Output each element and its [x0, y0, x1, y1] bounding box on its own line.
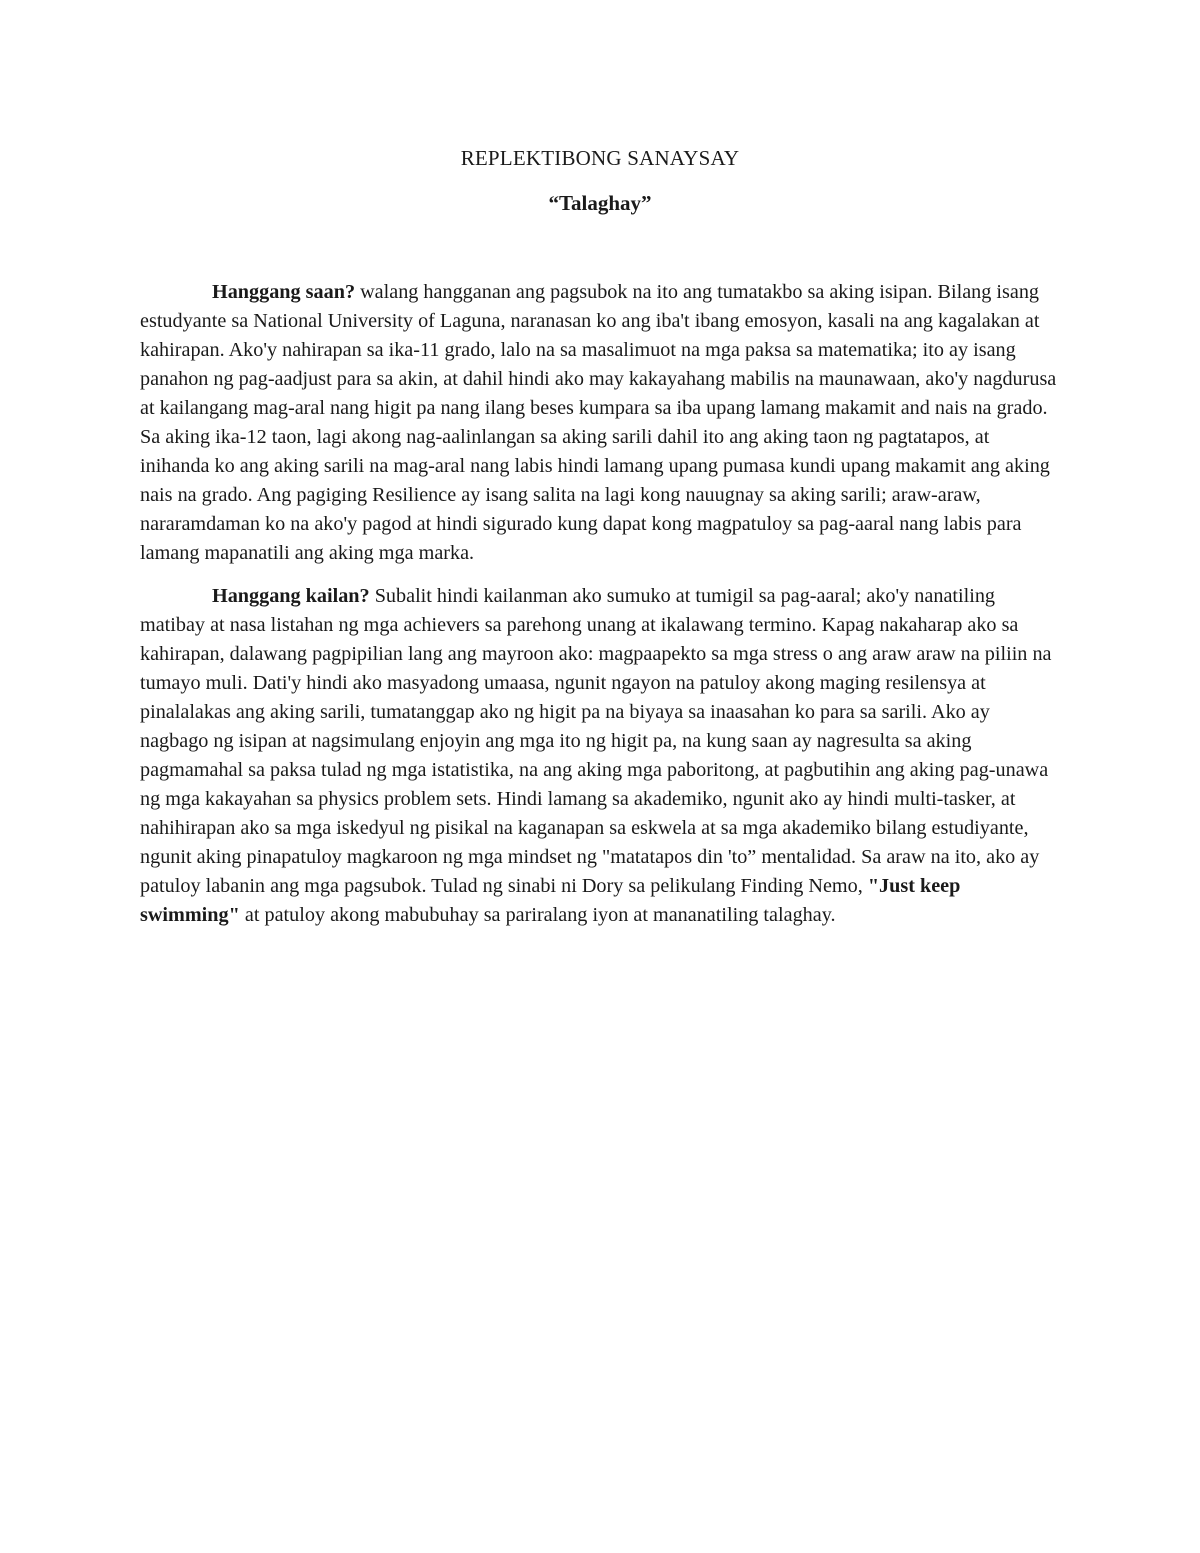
paragraph-2-lead: Hanggang kailan? — [212, 585, 370, 607]
paragraph-1-lead: Hanggang saan? — [212, 281, 356, 303]
paragraph-1-text: walang hangganan ang pagsubok na ito ang tumatakbo sa aking isipan. Bilang isang estudyante sa National University of Laguna, naranasan ko ang iba't ibang emosyon, kasali na ang kagalakan at kahirapan. Ako'y nahirapan sa ika-11 grado, lalo na sa masalimuot na mga paksa sa matematika; ito ay isang panahon ng pag-aadjust para sa akin, at dahil hindi ako may kakayahang mabilis na maunawaan, ako'y nagdurusa at kailangang mag-aral nang higit pa nang ilang beses kumpara sa iba upang lamang makamit and nais na grado. Sa aking ika-12 taon, lagi akong nag-aalinlangan sa aking sarili dahil ito ang aking taon ng pagtatapos, at inihanda ko ang aking sarili na mag-aral nang labis hindi lamang upang pumasa kundi upang makamit ang aking nais na grado. Ang pagiging Resilience ay isang salita na lagi kong nauugnay sa aking sarili; araw-araw, nararamdaman ko na ako'y pagod at hindi sigurado kung dapat kong magpatuloy sa pag-aaral nang labis para lamang mapanatili ang aking mga marka. — [140, 281, 1057, 564]
document-subtitle: “Talaghay” — [548, 191, 652, 215]
essay-body — [140, 278, 1060, 944]
document-title: REPLEKTIBONG SANAYSAY — [460, 146, 740, 170]
paragraph-2-tail: at patuloy akong mabubuhay sa pariralang iyon at mananatiling talaghay. — [239, 904, 836, 926]
paragraph-2-quote: "Just keep swimming" — [140, 875, 961, 926]
paragraph-2 — [140, 582, 1060, 930]
paragraph-2-text: Subalit hindi kailanman ako sumuko at tumigil sa pag-aaral; ako'y nanatiling matibay at nasa listahan ng mga achievers sa parehong unang at ikalawang termino. Kapag nakaharap ako sa kahirapan, dalawang pagpipilian lang ang mayroon ako: magpaapekto sa mga stress o ang araw araw na piliin na tumayo muli. Dati'y hindi ako masyadong umaasa, ngunit ngayon na patuloy akong maging resilensya at pinalalakas ang aking sarili, tumatanggap ako ng higit pa na biyaya sa inaasahan ko para sa sarili. Ako ay nagbago ng isipan at nagsimulang enjoyin ang mga ito ng higit pa, na kung saan ay nagresulta sa aking pagmamahal sa paksa tulad ng mga istatistika, na ang aking mga paboritong, at pagbutihin ang aking pag-unawa ng mga kakayahan sa physics problem sets. Hindi lamang sa akademiko, ngunit ako ay hindi multi-tasker, at nahihirapan ako sa mga iskedyul ng pisikal na kaganapan sa eskwela at sa mga akademiko bilang estudiyante, ngunit aking pinapatuloy magkaroon ng mga mindset ng "matatapos din 'to” mentalidad. Sa araw na ito, ako ay patuloy labanin ang mga pagsubok. Tulad ng sinabi ni Dory sa pelikulang Finding Nemo, — [140, 585, 1052, 897]
paragraph-1 — [140, 278, 1060, 568]
